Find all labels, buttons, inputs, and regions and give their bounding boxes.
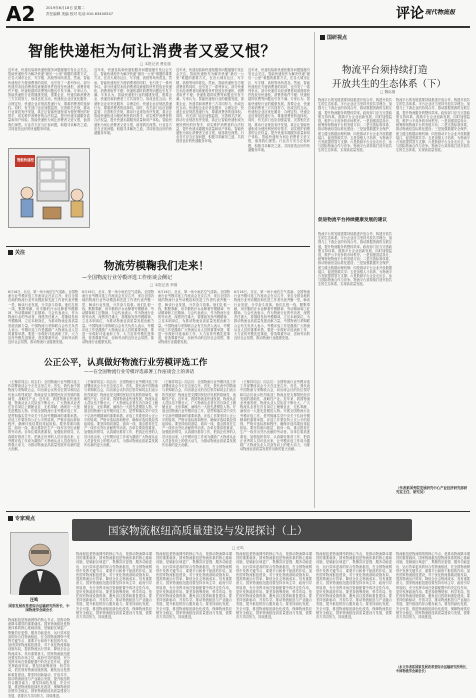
- sidebar-subhead: 促进物流平台持续健康发展的建议: [318, 218, 387, 223]
- article4-author-note: （本文作者系国家发展改革委综合运输研究所所长、中国物流学会副会长）: [396, 665, 470, 674]
- article2-byline: □ 本报记者 李刚: [150, 283, 178, 287]
- sidebar-author-note: （作者系国务院发展研究中心产业经济研究部研究室主任、研究员）: [396, 486, 468, 495]
- article1-body-col2: 近年来，快递包装和快递柜服务问题屡屡引发社会关注。智能快递柜作为解决快递“最后一公里”难题的重要方式，在各大城市社区、写字楼、高校等场所普及。然而，智能快递柜在方便消费者的同时，也引发了一系列争议。部分快递员未经消费者同意便将快件投放至快递柜，消费者取件不便；快递柜超时收费等问题也引发不满。专家认为，智能快递柜行业的健康发展，需要企业、快递员和消费者三方共同努力，形成良性互动。快递柜企业应优化服务、合理定价，快递企业应规范投递行为，尊重消费者的选择权。同时，有关部门也应加强监管，完善相关法规，推动行业规范有序发展，真正让智能快递柜成为便民利民的好帮手，切实维护消费者的合法权益，提升快递末端服务质量和用户体验。智能快递柜为何让消费者又爱又恨，值得我们深思。行业各方应当正视问题，积极寻求解决之道，共同营造良好的快递服务环境。: [94, 68, 172, 136]
- article2-body-col4: 6月16日，北京，第一场小雨后空气清新。全国物流行业劳模评选工作座谈会在京召开，来自全国各地的物流行业劳动模范和先进工作者代表齐聚一堂，畅谈行业发展，分享奋斗故事。他们扎根一线，默默奉献，用辛勤的汗水诠释着劳模精神、劳动精神和工匠精神。与会代表表示，作为物流行业的劳动者，深感责任重大，将继续发扬劳模精神，立足本职岗位，为推动物流业高质量发展贡献力量。中国物流与采购联合会有关负责人表示，劳模评选工作是激励广大物流从业人员的重要举措，要进一步做好评选表彰工作，大力宣传劳模先进事迹，营造尊重劳动、崇尚劳动的良好社会氛围，推动物流行业健康发展。: [234, 290, 310, 341]
- article4-title: 国家物流枢纽高质量建设与发展探讨（上）: [108, 525, 308, 537]
- sidebar-body-col1b: 物流平台的发展需要持续推进开放合作，构建开放共生的生态体系。平台企业应当坚持开放共享理念，加强与上下游企业的协同合作，推动数据资源的互联互通，提升物流服务的整体效率。政府部门应当完善政策支持体系，鼓励平台企业创新发展，同时加强监管，维护公平竞争的市场秩序。一是加强顶层设计，统筹规划物流平台的发展方向；二是完善标准体系，推动物流信息标准化建设；三是加强数据安全保护，建立健全数据治理机制；四是推动平台企业开放数据接口，促进资源共享；五是加强人才培养，为物流平台发展提供智力支撑；六是鼓励平台企业走出去，参与国际物流合作与竞争。物流平台须持续打造开放共生的生态体系，实现高质量发展。: [318, 232, 392, 287]
- article1-cartoon-caption: 智能快递柜: [17, 158, 34, 162]
- article2-tag: [8, 249, 25, 256]
- article4-byline: □ 汪鸣: [232, 546, 244, 550]
- article3-body-col3: （王稼祥同志）同志们：全国物流行业劳模评选工作部署座谈会今天在这里召开。首先，我代表中国物流与采购联合会，向出席会议的各位领导和同志们表示热烈欢迎！物流业是支撑国民经济发展的基础性、战略性产业。近年来，我国物流业快速发展，物流从业人员队伍不断壮大。广大物流从业者在各自岗位上兢兢业业、无私奉献，涌现出一大批先进模范人物。开展全国物流行业劳模评选工作，是贯彻落实党中央关于弘扬劳模精神的重要举措。评选工作要坚持公正公平的原则，严格评选标准和程序，确保评选结果经得起检验。要坚持面向基层、面向一线，重点推荐在生产一线作出突出贡献的劳动者。各单位要高度重视，加强组织领导，认真做好推荐工作，把真正优秀的人员评选出来，让劳模评选工作成为激励广大物流从业人员奋发向上的强大动力，为推动物流业高质量发展作出新的更大贡献。: [162, 380, 236, 448]
- article4-body-col3: 物流枢纽是物流网络的核心节点，是推动物流降本增效的重要载体。国家物流枢纽是物流体系的核心基础设施，是辐射区域更广、集聚效应更强、服务功能更优、运行效率更高的综合性物流枢纽，在全国物流网络中发挥关键节点、重要平台和骨干枢纽的作用。加快国家物流枢纽建设，对于优化物流基础设施布局，提高物流运行效率，降低全社会物流成本，具有重要意义。国家物流枢纽建设要坚持市场主导、政府引导的原则，充分发挥市场在资源配置中的决定性作用，更好发挥政府作用。要坚持统筹规划、科学布局，依托现有物流设施资源，避免盲目投资和重复建设。要坚持创新驱动、开放共享，推动物流枢纽与产业融合发展，提升枢纽的综合服务能力。要坚持绿色发展、安全可靠，推进物流枢纽绿色化改造，保障物流供应链安全稳定。国家物流枢纽高质量建设与发展，需要各方共同努力，持续推进。: [236, 552, 312, 620]
- article4-title-banner: [72, 519, 412, 541]
- tag-square-icon: [8, 516, 13, 521]
- article4-body-col5: 物流枢纽是物流网络的核心节点，是推动物流降本增效的重要载体。国家物流枢纽是物流体系的核心基础设施，是辐射区域更广、集聚效应更强、服务功能更优、运行效率更高的综合性物流枢纽，在全国物流网络中发挥关键节点、重要平台和骨干枢纽的作用。加快国家物流枢纽建设，对于优化物流基础设施布局，提高物流运行效率，降低全社会物流成本，具有重要意义。国家物流枢纽建设要坚持市场主导、政府引导的原则，充分发挥市场在资源配置中的决定性作用，更好发挥政府作用。要坚持统筹规划、科学布局，依托现有物流设施资源，避免盲目投资和重复建设。要坚持创新驱动、开放共享，推动物流枢纽与产业融合发展，提升枢纽的综合服务能力。要坚持绿色发展、安全可靠，推进物流枢纽绿色化改造，保障物流供应链安全稳定。国家物流枢纽高质量建设与发展，需要各方共同努力，持续推进。: [396, 552, 470, 620]
- article2-top-rule: [6, 246, 310, 247]
- article1-body-col1: 近年来，快递包装和快递柜服务问题屡屡引发社会关注。智能快递柜作为解决快递“最后一公里”难题的重要方式，在各大城市社区、写字楼、高校等场所普及。然而，智能快递柜在方便消费者的同时，也引发了一系列争议。部分快递员未经消费者同意便将快件投放至快递柜，消费者取件不便；快递柜超时收费等问题也引发不满。专家认为，智能快递柜行业的健康发展，需要企业、快递员和消费者三方共同努力，形成良性互动。快递柜企业应优化服务、合理定价，快递企业应规范投递行为，尊重消费者的选择权。同时，有关部门也应加强监管，完善相关法规，推动行业规范有序发展，真正让智能快递柜成为便民利民的好帮手，切实维护消费者的合法权益，提升快递末端服务质量和用户体验。智能快递柜为何让消费者又爱又恨，值得我们深思。行业各方应当正视问题，积极寻求解决之道，共同营造良好的快递服务环境。: [8, 68, 90, 131]
- article2-title: 物流劳模鞠我们走来！: [104, 260, 209, 272]
- article2-tag-label: 关注: [15, 250, 26, 256]
- article1-body-col4: 近年来，快递包装和快递柜服务问题屡屡引发社会关注。智能快递柜作为解决快递“最后一公里”难题的重要方式，在各大城市社区、写字楼、高校等场所普及。然而，智能快递柜在方便消费者的同时，也引发了一系列争议。部分快递员未经消费者同意便将快件投放至快递柜，消费者取件不便；快递柜超时收费等问题也引发不满。专家认为，智能快递柜行业的健康发展，需要企业、快递员和消费者三方共同努力，形成良性互动。快递柜企业应优化服务、合理定价，快递企业应规范投递行为，尊重消费者的选择权。同时，有关部门也应加强监管，完善相关法规，推动行业规范有序发展，真正让智能快递柜成为便民利民的好帮手，切实维护消费者的合法权益，提升快递末端服务质量和用户体验。智能快递柜为何让消费者又爱又恨，值得我们深思。行业各方应当正视问题，积极寻求解决之道，共同营造良好的快递服务环境。: [248, 68, 310, 152]
- article4-portrait-caption: 汪鸣: [30, 597, 38, 602]
- page-header: [0, 0, 476, 28]
- sidebar-tag-label: 国研视点: [327, 35, 348, 41]
- article2-subtitle: —全国物流行业劳模评选工作座谈会侧记: [82, 275, 173, 281]
- article4-portrait: [10, 532, 68, 594]
- page-number: A2: [6, 2, 36, 26]
- article4-body-col1: 物流枢纽是物流网络的核心节点，是推动物流降本增效的重要载体。国家物流枢纽是物流体系的核心基础设施，是辐射区域更广、集聚效应更强、服务功能更优、运行效率更高的综合性物流枢纽，在全国物流网络中发挥关键节点、重要平台和骨干枢纽的作用。加快国家物流枢纽建设，对于优化物流基础设施布局，提高物流运行效率，降低全社会物流成本，具有重要意义。国家物流枢纽建设要坚持市场主导、政府引导的原则，充分发挥市场在资源配置中的决定性作用，更好发挥政府作用。要坚持统筹规划、科学布局，依托现有物流设施资源，避免盲目投资和重复建设。要坚持创新驱动、开放共享，推动物流枢纽与产业融合发展，提升枢纽的综合服务能力。要坚持绿色发展、安全可靠，推进物流枢纽绿色化改造，保障物流供应链安全稳定。国家物流枢纽高质量建设与发展，需要各方共同努力，持续推进。: [76, 552, 152, 620]
- header-meta-date: 2019年6月18日 星期二: [46, 6, 85, 10]
- article3-subtitle: ——在全国物流行业劳模评选部署工作座谈会上的讲话: [84, 370, 195, 375]
- article4-body-col0: 物流枢纽是物流网络的核心节点，是推动物流降本增效的重要载体。国家物流枢纽是物流体系的核心基础设施，是辐射区域更广、集聚效应更强、服务功能更优、运行效率更高的综合性物流枢纽，在全国物流网络中发挥关键节点、重要平台和骨干枢纽的作用。加快国家物流枢纽建设，对于优化物流基础设施布局，提高物流运行效率，降低全社会物流成本，具有重要意义。国家物流枢纽建设要坚持市场主导、政府引导的原则，充分发挥市场在资源配置中的决定性作用，更好发挥政府作用。要坚持统筹规划、科学布局，依托现有物流设施资源，避免盲目投资和重复建设。要坚持创新驱动、开放共享，推动物流枢纽与产业融合发展，提升枢纽的综合服务能力。要坚持绿色发展、安全可靠，推进物流枢纽绿色化改造，保障物流供应链安全稳定。国家物流枢纽高质量建设与发展，需要各方共同努力，持续推进。: [8, 618, 70, 698]
- sidebar-body-col2: 物流平台的发展需要持续推进开放合作，构建开放共生的生态体系。平台企业应当坚持开放共享理念，加强与上下游企业的协同合作，推动数据资源的互联互通，提升物流服务的整体效率。政府部门应当完善政策支持体系，鼓励平台企业创新发展，同时加强监管，维护公平竞争的市场秩序。一是加强顶层设计，统筹规划物流平台的发展方向；二是完善标准体系，推动物流信息标准化建设；三是加强数据安全保护，建立健全数据治理机制；四是推动平台企业开放数据接口，促进资源共享；五是加强人才培养，为物流平台发展提供智力支撑；六是鼓励平台企业走出去，参与国际物流合作与竞争。物流平台须持续打造开放共生的生态体系，实现高质量发展。: [396, 98, 470, 153]
- section-title: 评论: [396, 6, 424, 22]
- tag-square-icon: [320, 35, 325, 40]
- article4-portrait-note: 国家发展改革委综合运输研究所所长、中国物流学会副会长: [8, 604, 70, 613]
- article4-body-col4: 物流枢纽是物流网络的核心节点，是推动物流降本增效的重要载体。国家物流枢纽是物流体系的核心基础设施，是辐射区域更广、集聚效应更强、服务功能更优、运行效率更高的综合性物流枢纽，在全国物流网络中发挥关键节点、重要平台和骨干枢纽的作用。加快国家物流枢纽建设，对于优化物流基础设施布局，提高物流运行效率，降低全社会物流成本，具有重要意义。国家物流枢纽建设要坚持市场主导、政府引导的原则，充分发挥市场在资源配置中的决定性作用，更好发挥政府作用。要坚持统筹规划、科学布局，依托现有物流设施资源，避免盲目投资和重复建设。要坚持创新驱动、开放共享，推动物流枢纽与产业融合发展，提升枢纽的综合服务能力。要坚持绿色发展、安全可靠，推进物流枢纽绿色化改造，保障物流供应链安全稳定。国家物流枢纽高质量建设与发展，需要各方共同努力，持续推进。: [316, 552, 392, 620]
- sidebar-divider: [314, 32, 315, 508]
- article3-body-col4: （王稼祥同志）同志们：全国物流行业劳模评选工作部署座谈会今天在这里召开。首先，我代表中国物流与采购联合会，向出席会议的各位领导和同志们表示热烈欢迎！物流业是支撑国民经济发展的基础性、战略性产业。近年来，我国物流业快速发展，物流从业人员队伍不断壮大。广大物流从业者在各自岗位上兢兢业业、无私奉献，涌现出一大批先进模范人物。开展全国物流行业劳模评选工作，是贯彻落实党中央关于弘扬劳模精神的重要举措。评选工作要坚持公正公平的原则，严格评选标准和程序，确保评选结果经得起检验。要坚持面向基层、面向一线，重点推荐在生产一线作出突出贡献的劳动者。各单位要高度重视，加强组织领导，认真做好推荐工作，把真正优秀的人员评选出来，让劳模评选工作成为激励广大物流从业人员奋发向上的强大动力，为推动物流业高质量发展作出新的更大贡献。: [240, 380, 310, 452]
- article3-body-col2: （王稼祥同志）同志们：全国物流行业劳模评选工作部署座谈会今天在这里召开。首先，我代表中国物流与采购联合会，向出席会议的各位领导和同志们表示热烈欢迎！物流业是支撑国民经济发展的基础性、战略性产业。近年来，我国物流业快速发展，物流从业人员队伍不断壮大。广大物流从业者在各自岗位上兢兢业业、无私奉献，涌现出一大批先进模范人物。开展全国物流行业劳模评选工作，是贯彻落实党中央关于弘扬劳模精神的重要举措。评选工作要坚持公正公平的原则，严格评选标准和程序，确保评选结果经得起检验。要坚持面向基层、面向一线，重点推荐在生产一线作出突出贡献的劳动者。各单位要高度重视，加强组织领导，认真做好推荐工作，把真正优秀的人员评选出来，让劳模评选工作成为激励广大物流从业人员奋发向上的强大动力，为推动物流业高质量发展作出新的更大贡献。: [84, 380, 158, 448]
- tag-square-icon: [8, 250, 13, 255]
- article1-body-col3: 近年来，快递包装和快递柜服务问题屡屡引发社会关注。智能快递柜作为解决快递“最后一公里”难题的重要方式，在各大城市社区、写字楼、高校等场所普及。然而，智能快递柜在方便消费者的同时，也引发了一系列争议。部分快递员未经消费者同意便将快件投放至快递柜，消费者取件不便；快递柜超时收费等问题也引发不满。专家认为，智能快递柜行业的健康发展，需要企业、快递员和消费者三方共同努力，形成良性互动。快递柜企业应优化服务、合理定价，快递企业应规范投递行为，尊重消费者的选择权。同时，有关部门也应加强监管，完善相关法规，推动行业规范有序发展，真正让智能快递柜成为便民利民的好帮手，切实维护消费者的合法权益，提升快递末端服务质量和用户体验。智能快递柜为何让消费者又爱又恨，值得我们深思。行业各方应当正视问题，积极寻求解决之道，共同营造良好的快递服务环境。: [176, 68, 244, 144]
- article1-byline: □ 本报记者 曹佳瑞: [140, 62, 171, 66]
- sidebar-title-line1: 物流平台须持续打造: [342, 65, 428, 76]
- paper-name: 现代物流报: [425, 9, 456, 16]
- article1-title: 智能快递柜为何让消费者又爱又恨？: [28, 42, 277, 60]
- header-meta-editors: 责任编辑 美编 校对 电话:010-63400547: [46, 12, 114, 16]
- article2-body-col1: 6月16日，北京，第一场小雨后空气清新。全国物流行业劳模评选工作座谈会在京召开，来自全国各地的物流行业劳动模范和先进工作者代表齐聚一堂，畅谈行业发展，分享奋斗故事。他们扎根一线，默默奉献，用辛勤的汗水诠释着劳模精神、劳动精神和工匠精神。与会代表表示，作为物流行业的劳动者，深感责任重大，将继续发扬劳模精神，立足本职岗位，为推动物流业高质量发展贡献力量。中国物流与采购联合会有关负责人表示，劳模评选工作是激励广大物流从业人员的重要举措，要进一步做好评选表彰工作，大力宣传劳模先进事迹，营造尊重劳动、崇尚劳动的良好社会氛围，推动物流行业健康发展。: [8, 290, 78, 345]
- header-rule: [6, 26, 470, 28]
- sidebar-tag: [320, 34, 347, 41]
- article4-body-col2: 物流枢纽是物流网络的核心节点，是推动物流降本增效的重要载体。国家物流枢纽是物流体系的核心基础设施，是辐射区域更广、集聚效应更强、服务功能更优、运行效率更高的综合性物流枢纽，在全国物流网络中发挥关键节点、重要平台和骨干枢纽的作用。加快国家物流枢纽建设，对于优化物流基础设施布局，提高物流运行效率，降低全社会物流成本，具有重要意义。国家物流枢纽建设要坚持市场主导、政府引导的原则，充分发挥市场在资源配置中的决定性作用，更好发挥政府作用。要坚持统筹规划、科学布局，依托现有物流设施资源，避免盲目投资和重复建设。要坚持创新驱动、开放共享，推动物流枢纽与产业融合发展，提升枢纽的综合服务能力。要坚持绿色发展、安全可靠，推进物流枢纽绿色化改造，保障物流供应链安全稳定。国家物流枢纽高质量建设与发展，需要各方共同努力，持续推进。: [156, 552, 232, 620]
- article4-tag-label: 专家观点: [15, 516, 36, 522]
- sidebar-title-line2: 开放共生的生态体系（下）: [332, 79, 447, 90]
- article4-top-rule: [6, 511, 470, 512]
- sidebar-body-col1: 物流平台的发展需要持续推进开放合作，构建开放共生的生态体系。平台企业应当坚持开放共享理念，加强与上下游企业的协同合作，推动数据资源的互联互通，提升物流服务的整体效率。政府部门应当完善政策支持体系，鼓励平台企业创新发展，同时加强监管，维护公平竞争的市场秩序。一是加强顶层设计，统筹规划物流平台的发展方向；二是完善标准体系，推动物流信息标准化建设；三是加强数据安全保护，建立健全数据治理机制；四是推动平台企业开放数据接口，促进资源共享；五是加强人才培养，为物流平台发展提供智力支撑；六是鼓励平台企业走出去，参与国际物流合作与竞争。物流平台须持续打造开放共生的生态体系，实现高质量发展。: [318, 98, 392, 153]
- article4-tag: [8, 515, 35, 522]
- article2-body-col2: 6月16日，北京，第一场小雨后空气清新。全国物流行业劳模评选工作座谈会在京召开，来自全国各地的物流行业劳动模范和先进工作者代表齐聚一堂，畅谈行业发展，分享奋斗故事。他们扎根一线，默默奉献，用辛勤的汗水诠释着劳模精神、劳动精神和工匠精神。与会代表表示，作为物流行业的劳动者，深感责任重大，将继续发扬劳模精神，立足本职岗位，为推动物流业高质量发展贡献力量。中国物流与采购联合会有关负责人表示，劳模评选工作是激励广大物流从业人员的重要举措，要进一步做好评选表彰工作，大力宣传劳模先进事迹，营造尊重劳动、崇尚劳动的良好社会氛围，推动物流行业健康发展。: [82, 290, 154, 345]
- article1-cartoon: [8, 148, 90, 228]
- author-portrait-icon: [11, 533, 69, 595]
- sidebar-byline: □ 魏际刚: [380, 90, 396, 94]
- article2-body-col3: 6月16日，北京，第一场小雨后空气清新。全国物流行业劳模评选工作座谈会在京召开，来自全国各地的物流行业劳动模范和先进工作者代表齐聚一堂，畅谈行业发展，分享奋斗故事。他们扎根一线，默默奉献，用辛勤的汗水诠释着劳模精神、劳动精神和工匠精神。与会代表表示，作为物流行业的劳动者，深感责任重大，将继续发扬劳模精神，立足本职岗位，为推动物流业高质量发展贡献力量。中国物流与采购联合会有关负责人表示，劳模评选工作是激励广大物流从业人员的重要举措，要进一步做好评选表彰工作，大力宣传劳模先进事迹，营造尊重劳动、崇尚劳动的良好社会氛围，推动物流行业健康发展。: [158, 290, 230, 345]
- article3-title: 公正公平，认真做好物流行业劳模评选工作: [44, 358, 208, 368]
- article3-body-col1: （王稼祥同志）同志们：全国物流行业劳模评选工作部署座谈会今天在这里召开。首先，我代表中国物流与采购联合会，向出席会议的各位领导和同志们表示热烈欢迎！物流业是支撑国民经济发展的基础性、战略性产业。近年来，我国物流业快速发展，物流从业人员队伍不断壮大。广大物流从业者在各自岗位上兢兢业业、无私奉献，涌现出一大批先进模范人物。开展全国物流行业劳模评选工作，是贯彻落实党中央关于弘扬劳模精神的重要举措。评选工作要坚持公正公平的原则，严格评选标准和程序，确保评选结果经得起检验。要坚持面向基层、面向一线，重点推荐在生产一线作出突出贡献的劳动者。各单位要高度重视，加强组织领导，认真做好推荐工作，把真正优秀的人员评选出来，让劳模评选工作成为激励广大物流从业人员奋发向上的强大动力，为推动物流业高质量发展作出新的更大贡献。: [8, 380, 80, 452]
